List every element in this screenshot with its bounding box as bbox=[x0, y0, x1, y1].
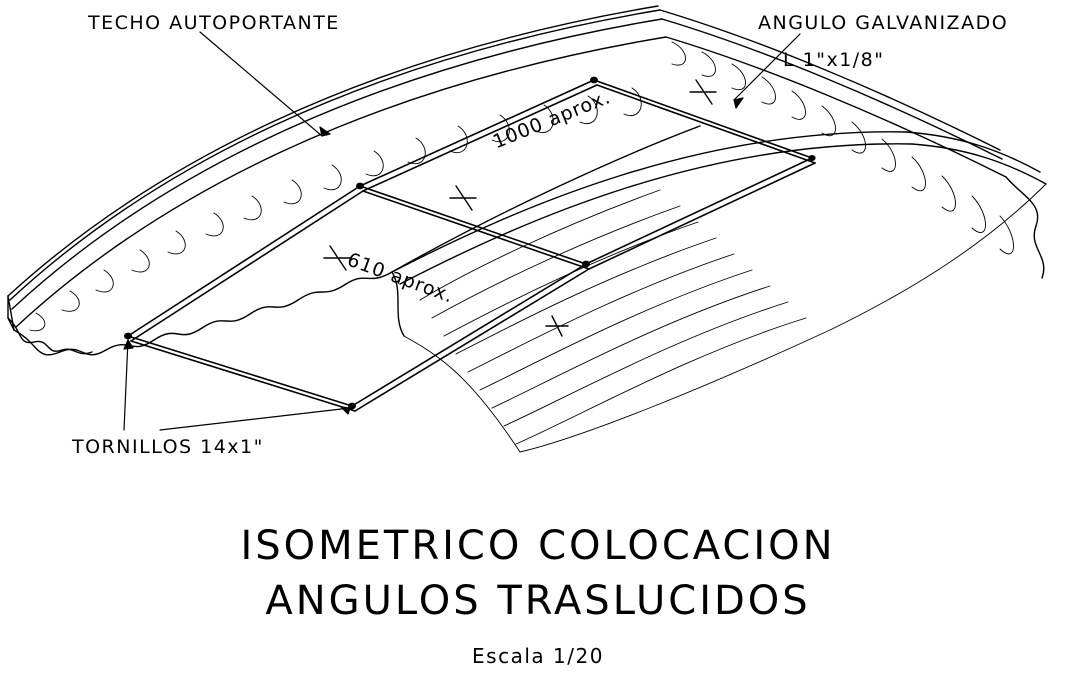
callout-angulo-galvanizado: ANGULO GALVANIZADO bbox=[758, 12, 1009, 34]
roof-lower-wavy-edge bbox=[14, 272, 392, 355]
callout-techo-autoportante: TECHO AUTOPORTANTE bbox=[88, 12, 340, 34]
dimension-label-610: 610 aprox. bbox=[344, 248, 457, 308]
title-line-1: ISOMETRICO COLOCACION bbox=[240, 523, 836, 569]
dimension-label-1000: 1000 aprox. bbox=[489, 86, 614, 154]
callout-angulo-spec: L 1"x1/8" bbox=[783, 49, 885, 71]
roof-top-inner-lines bbox=[16, 37, 1006, 327]
title-line-2: ANGULOS TRASLUCIDOS bbox=[265, 578, 811, 624]
roof-lower-band bbox=[8, 272, 404, 336]
roof-lower-right-corrugation bbox=[404, 184, 1046, 452]
roof-corrugation-ribs-right bbox=[672, 42, 1014, 254]
title-scale: Escala 1/20 bbox=[472, 644, 604, 668]
angle-frame bbox=[128, 80, 815, 411]
callout-tornillos: TORNILLOS 14x1" bbox=[72, 436, 264, 458]
dimension-tick-marks bbox=[324, 80, 716, 336]
